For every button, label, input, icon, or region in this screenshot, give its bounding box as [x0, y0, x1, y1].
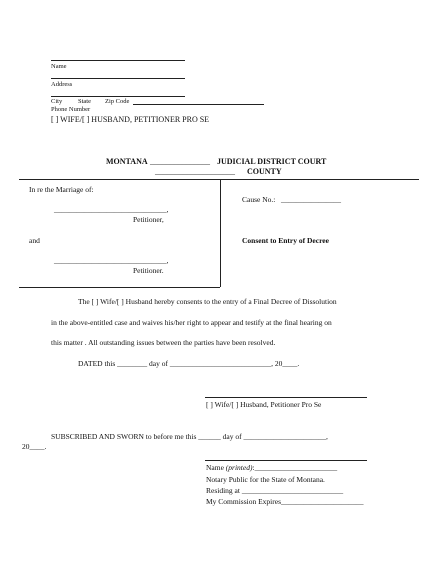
name-line	[51, 60, 185, 61]
notary-commission: My Commission Expires______________________	[206, 497, 364, 506]
phone-label: Phone Number	[51, 106, 91, 113]
address-line	[51, 78, 185, 79]
state-label: State	[78, 98, 91, 105]
city-label: City	[51, 98, 63, 105]
notary-printed: (printed)	[225, 463, 253, 472]
cause-label: Cause No.:	[242, 195, 276, 204]
court-blank-1: _______________	[150, 157, 210, 166]
party-line: [ ] WIFE/[ ] HUSBAND, PETITIONER PRO SE	[51, 115, 210, 124]
sworn-line-2: 20____.	[22, 442, 47, 451]
body-line-3: this matter . All outstanding issues between the parties have been resolved.	[51, 338, 276, 347]
zip-line	[133, 104, 264, 105]
caption-top-rule	[19, 179, 419, 180]
dated-line: DATED this ________ day of ___________________________, 20____.	[78, 359, 300, 368]
and-label: and	[29, 236, 40, 245]
notary-name-blank: ______________________	[254, 463, 338, 472]
cause-blank: ________________	[281, 195, 341, 204]
caption-bottom-rule	[19, 287, 220, 288]
signature-label: [ ] Wife/[ ] Husband, Petitioner Pro Se	[206, 400, 322, 409]
notary-residing: Residing at ___________________________	[206, 486, 344, 495]
court-blank-2: ____________________	[155, 167, 235, 176]
city-line	[51, 96, 185, 97]
petitioner-2-label: Petitioner.	[133, 266, 164, 275]
caption-divider	[220, 179, 221, 287]
court-title: JUDICIAL DISTRICT COURT	[217, 157, 327, 166]
petitioner-1-label: Petitioner,	[133, 215, 164, 224]
in-re-label: In re the Marriage of:	[29, 185, 94, 194]
court-county: COUNTY	[247, 167, 282, 176]
signature-line	[205, 397, 367, 398]
court-state: MONTANA	[106, 157, 148, 166]
notary-signature-line	[205, 460, 367, 461]
document-title: Consent to Entry of Decree	[242, 236, 329, 245]
body-line-2: in the above-entitled case and waives his/her right to appear and testify at the final hearing on	[51, 318, 332, 327]
body-line-1: The [ ] Wife/[ ] Husband hereby consents to the entry of a Final Decree of Dissolution	[78, 297, 337, 306]
notary-name-label: Name	[206, 463, 224, 472]
zip-label: Zip Code	[105, 98, 130, 105]
petitioner-1-blank: ______________________________,	[54, 205, 169, 214]
petitioner-2-blank: ______________________________,	[54, 256, 169, 265]
sworn-line-1: SUBSCRIBED AND SWORN to before me this ______ day of ______________________,	[51, 432, 328, 441]
notary-public-line: Notary Public for the State of Montana.	[206, 475, 325, 484]
name-label: Name	[51, 63, 67, 70]
notary-name-row	[206, 463, 337, 472]
notary-name-colon: :	[252, 463, 255, 472]
address-label: Address	[51, 81, 73, 88]
